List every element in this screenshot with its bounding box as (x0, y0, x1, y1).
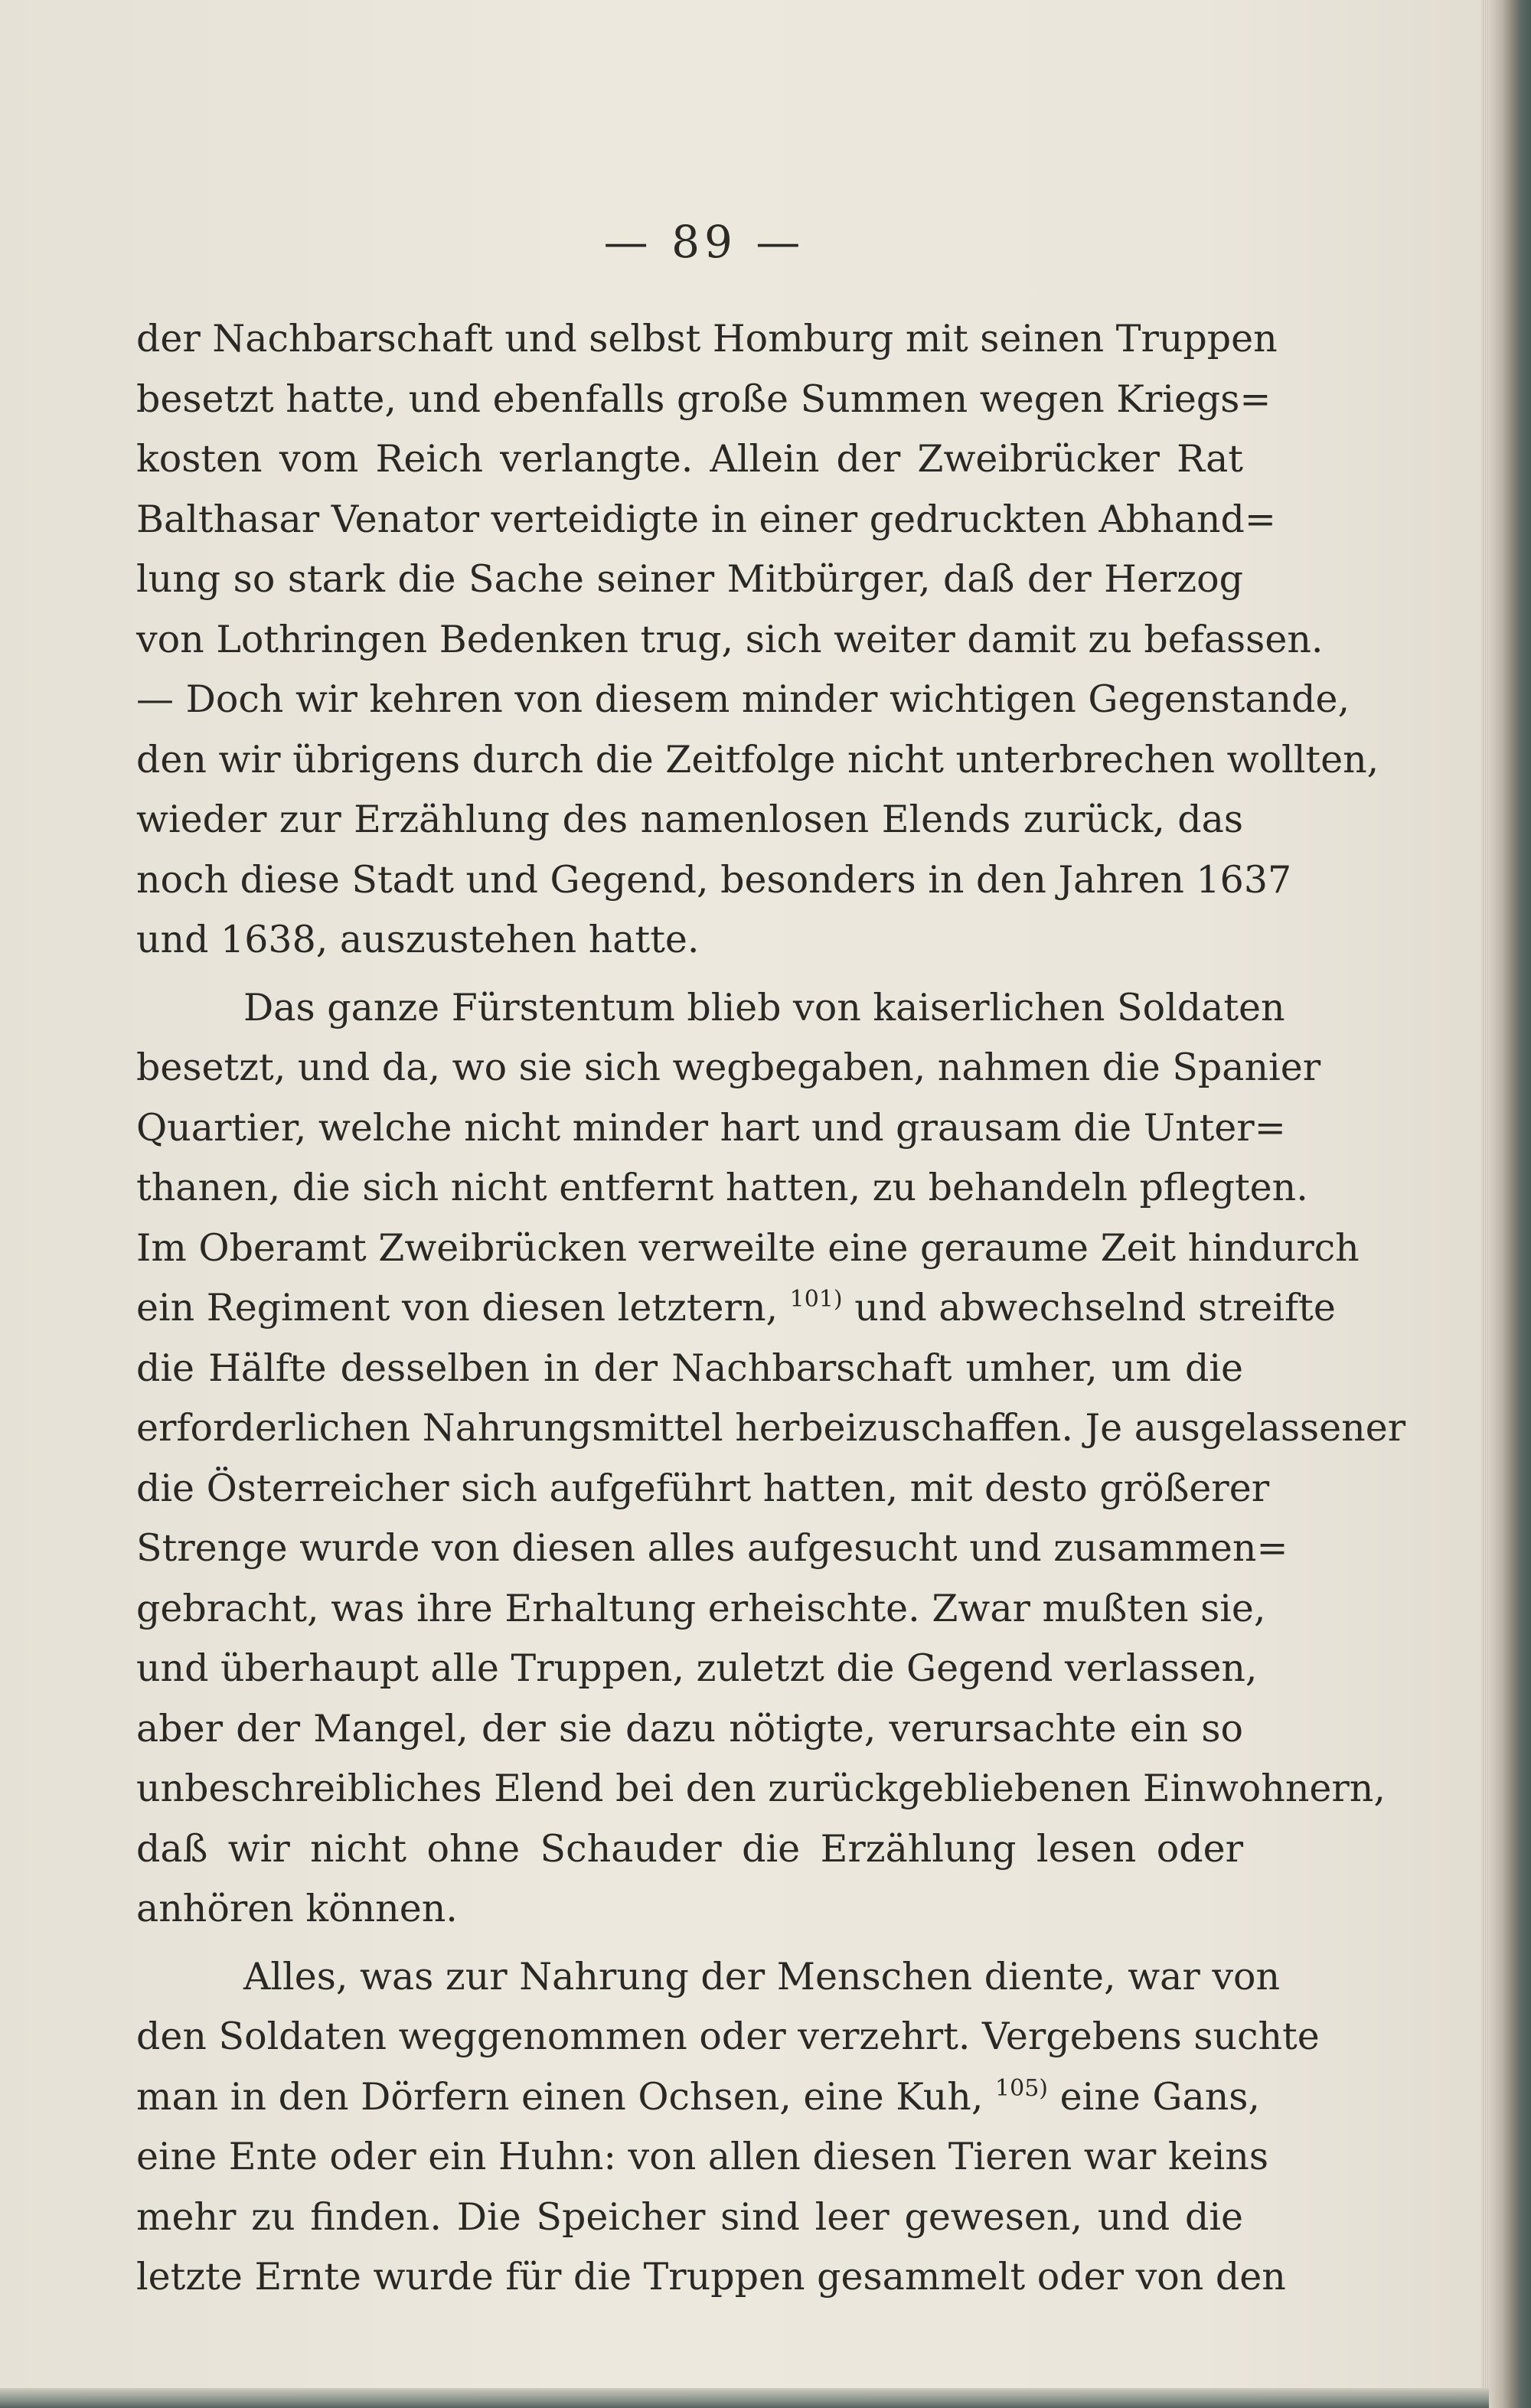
text-line: wieder zur Erzählung des namenlosen Elends zurück, das (136, 798, 1243, 841)
text-line: aber der Mangel, der sie dazu nötigte, verursachte ein so (136, 1706, 1243, 1751)
text-segment: man in den Dörfern einen Ochsen, eine Kuh, (136, 2074, 984, 2119)
text-line: Im Oberamt Zweibrücken verweilte eine geraume Zeit hindurch (136, 1225, 1360, 1270)
text-segment: eine Gans, (1059, 2074, 1260, 2119)
text-line: die Hälfte desselben in der Nachbarschaft umher, um die (136, 1346, 1243, 1390)
text-line: den wir übrigens durch die Zeitfolge nicht unterbrechen wollten, (136, 737, 1379, 781)
footnote-ref: 105) (995, 2074, 1048, 2102)
text-line: Quartier, welche nicht minder hart und grausam die Unter= (136, 1105, 1286, 1150)
text-line: kosten vom Reich verlangte. Allein der Zweibrücker Rat (136, 437, 1243, 481)
text-line: der Nachbarschaft und selbst Homburg mit seinen Truppen (136, 317, 1278, 361)
text-line: — Doch wir kehren von diesem minder wichtigen Gegenstande, (136, 677, 1350, 721)
text-segment: und abwechselnd streifte (854, 1286, 1336, 1330)
text-line: und 1638, auszustehen hatte. (136, 918, 700, 961)
text-line: Strenge wurde von diesen alles aufgesucht und zusammen= (136, 1526, 1288, 1570)
text-line: den Soldaten weggenommen oder verzehrt. Vergebens suchte (136, 2015, 1320, 2058)
page-number: — 89 — (603, 216, 805, 268)
text-line: und überhaupt alle Truppen, zuletzt die Gegend verlassen, (136, 1646, 1258, 1690)
text-line: noch diese Stadt und Gegend, besonders in den Jahren 1637 (136, 857, 1292, 902)
text-line: letzte Ernte wurde für die Truppen gesammelt oder von den (136, 2255, 1286, 2299)
text-line: erforderlichen Nahrungsmittel herbeizuschaffen. Je ausgelassener (136, 1406, 1406, 1450)
text-line-with-footnote (136, 2067, 1260, 2128)
body-text (136, 309, 1406, 2308)
text-line: die Österreicher sich aufgeführt hatten, mit desto größerer (136, 1466, 1270, 1510)
text-segment: ein Regiment von diesen letztern, (136, 1286, 779, 1330)
text-line: thanen, die sich nicht entfernt hatten, zu behandeln pflegten. (136, 1166, 1308, 1209)
text-line: von Lothringen Bedenken trug, sich weiter damit zu befassen. (136, 617, 1324, 661)
text-line: Balthasar Venator verteidigte in einer gedruckten Abhand= (136, 497, 1276, 541)
text-line: Das ganze Fürstentum blieb von kaiserlichen Soldaten (243, 985, 1285, 1029)
text-line: daß wir nicht ohne Schauder die Erzählung lesen oder (136, 1826, 1243, 1871)
text-line: gebracht, was ihre Erhaltung erheischte. Zwar mußten sie, (136, 1586, 1266, 1630)
text-line: anhören können. (136, 1887, 458, 1930)
text-line: mehr zu finden. Die Speicher sind leer gewesen, und die (136, 2194, 1243, 2239)
text-line: lung so stark die Sache seiner Mitbürger, daß der Herzog (136, 557, 1243, 601)
text-line: Alles, was zur Nahrung der Menschen diente, war von (243, 1954, 1281, 1999)
text-line: unbeschreibliches Elend bei den zurückgebliebenen Einwohnern, (136, 1767, 1386, 1810)
footnote-ref: 101) (789, 1286, 843, 1313)
page-bottom-edge (0, 2388, 1489, 2408)
book-spine (1489, 0, 1531, 2408)
text-line-with-footnote (136, 1278, 1336, 1339)
text-line: eine Ente oder ein Huhn: von allen diesen Tieren war keins (136, 2135, 1268, 2178)
text-line: besetzt hatte, und ebenfalls große Summen wegen Kriegs= (136, 377, 1271, 421)
text-line: besetzt, und da, wo sie sich wegbegaben, nahmen die Spanier (136, 1046, 1321, 1089)
